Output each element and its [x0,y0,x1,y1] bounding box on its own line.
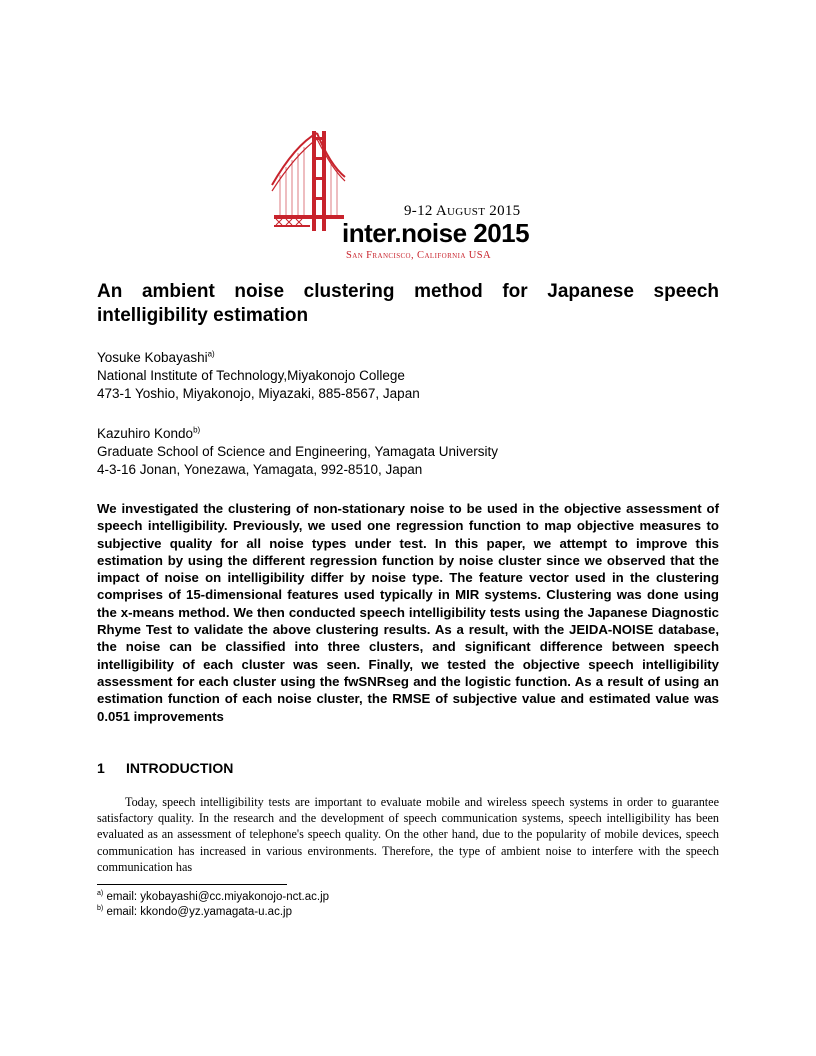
footnote-text: email: kkondo@yz.yamagata-u.ac.jp [106,906,292,918]
author-mark: b) [193,425,201,435]
author-block-2 [97,425,498,479]
footnote-mark: a) [97,890,104,898]
author-affiliation: Graduate School of Science and Engineering, Yamagata University [97,444,498,459]
section-heading [97,760,233,776]
footnote-divider [97,884,287,885]
section-title: INTRODUCTION [126,760,234,776]
abstract: We investigated the clustering of non-stationary noise to be used in the objective assessment of speech intelligibility. Previously, we used one regression function to map objective measures to subjective quality for all noise types under test. In this paper, we attempt to improve this estimation by using the different regression function by noise cluster since we observed that the impact of noise on intelligibility differ by noise type. The feature vector used in the clustering comprises of 15-dimensional features used typically in MIR systems. Clustering was done using the x-means method. We then conducted speech intelligibility tests using the Japanese Diagnostic Rhyme Test to validate the above clustering results. As a result, with the JEIDA-NOISE database, the noise can be classified into three clusters, and significant difference between speech intelligibility of each cluster was seen. Finally, we tested the objective speech intelligibility assessment for each cluster using the fwSNRseg and the logistic function. As a result of using an estimation function of each noise cluster, the RMSE of subjective value and estimated value was 0.051 improvements [97,501,719,724]
author-address: 473-1 Yoshio, Miyakonojo, Miyazaki, 885-8567, Japan [97,386,420,401]
footnote [97,890,329,905]
conference-logo [270,125,550,265]
conference-location: San Francisco, California USA [346,250,492,261]
footnotes [97,890,329,920]
author-name: Yosuke Kobayashi [97,350,208,365]
intro-paragraph: Today, speech intelligibility tests are important to evaluate mobile and wireless speech systems in order to guarantee satisfactory quality. In the research and the development of speech communication systems, speech intelligibility has been evaluated as an assessment of telephone's speech quality. On the other hand, due to the popularity of mobile devices, speech communication has increased in various environments. Therefore, the type of ambient noise to interfere with the speech communication has [97,795,719,874]
section-number: 1 [97,760,105,776]
author-block-1 [97,349,420,403]
footnote-mark: b) [97,905,104,913]
conference-date: 9-12 August 2015 [404,203,521,219]
paper-title: An ambient noise clustering method for Japanese speech intelligibility estimation [97,281,719,326]
author-name: Kazuhiro Kondo [97,426,194,441]
author-address: 4-3-16 Jonan, Yonezawa, Yamagata, 992-8510, Japan [97,462,423,477]
author-mark: a) [207,349,215,359]
footnote [97,905,329,920]
footnote-text: email: ykobayashi@cc.miyakonojo-nct.ac.jp [106,891,330,903]
conference-brand: inter.noise 2015 [342,218,530,248]
author-affiliation: National Institute of Technology,Miyakonojo College [97,368,405,383]
